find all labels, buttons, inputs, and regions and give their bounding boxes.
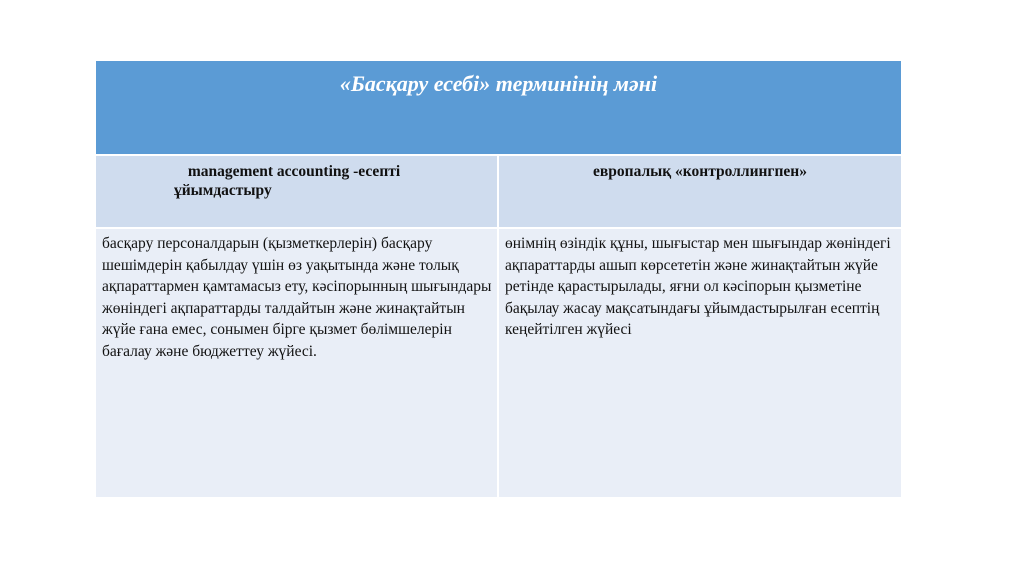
body-right-text: өнімнің өзіндік құны, шығыстар мен шығындар жөніндегі ақпараттарды ашып көрсететін және жинақтайтын жүйе ретінде қарастырылады, яғни ол кәсіпорын қызметіне бақылау жасау мақсатындағы ұйымдастырылған есептің кеңейтілген жүйесі — [505, 235, 891, 338]
header-left-line2: ұйымдастыру — [174, 182, 272, 199]
header-left-text — [104, 162, 484, 200]
table-body-row — [96, 227, 901, 497]
table-header-row — [96, 154, 901, 227]
body-cell-right — [499, 229, 901, 497]
header-cell-right — [499, 156, 901, 227]
term-table — [96, 61, 901, 497]
header-right-text: европалық «контроллингпен» — [593, 163, 807, 180]
table-title-row — [96, 61, 901, 154]
body-left-text: басқару персоналдарын (қызметкерлерін) басқару шешімдерін қабылдау үшін өз уақытында және толық ақпараттармен қамтамасыз ету, кәсіпорынның шығындары жөніндегі ақпараттарды талдайтын және жинақтайтын жүйе ғана емес, сонымен бірге қызмет бөлімшелерін бағалау және бюджеттеу жүйесі. — [102, 235, 492, 360]
table-title: «Басқару есебі» терминінің мәні — [339, 71, 658, 96]
header-cell-left — [96, 156, 497, 227]
header-left-line1: management accounting -есепті — [187, 163, 401, 180]
body-cell-left — [96, 229, 497, 497]
